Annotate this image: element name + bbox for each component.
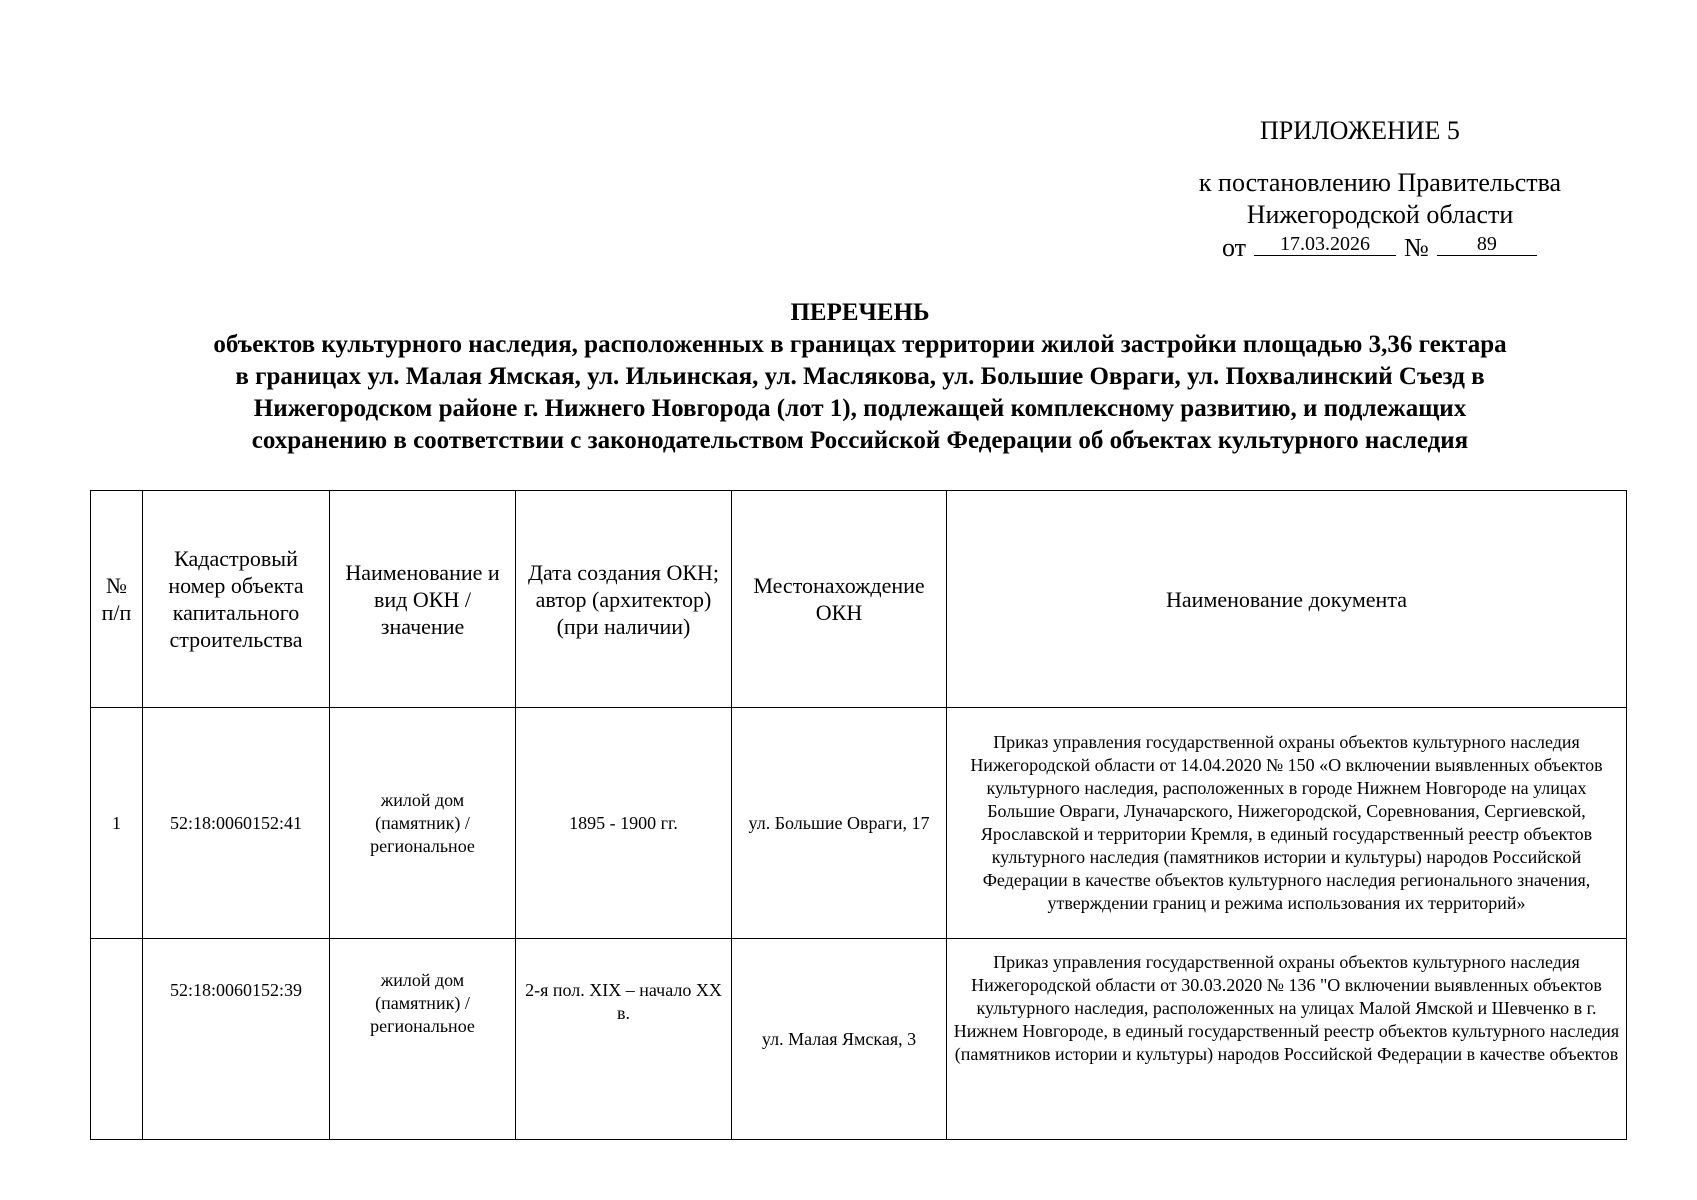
title-line-4: сохранению в соответствии с законодательством Российской Федерации об объектах культурного наследия bbox=[251, 427, 1469, 454]
resolution-number: 89 bbox=[1437, 233, 1537, 256]
cell-location: ул. Большие Овраги, 17 bbox=[732, 708, 947, 939]
header-name: Наименование и вид ОКН / значение bbox=[330, 491, 516, 708]
from-label: от bbox=[1222, 233, 1247, 262]
title-line-3: Нижегородском районе г. Нижнего Новгорода (лот 1), подлежащей комплексному развитию, и подлежащих bbox=[253, 395, 1467, 422]
header-document: Наименование документа bbox=[947, 491, 1627, 708]
table-row bbox=[91, 708, 1627, 939]
appendix-date-line bbox=[1222, 233, 1537, 263]
cell-cadastral: 52:18:0060152:41 bbox=[143, 708, 330, 939]
title-line-1: объектов культурного наследия, расположенных в границах территории жилой застройки площадью 3,36 гектара bbox=[213, 331, 1507, 358]
cell-date: 1895 - 1900 гг. bbox=[516, 708, 732, 939]
cell-document: Приказ управления государственной охраны объектов культурного наследия Нижегородской области от 30.03.2020 № 136 "О включении выявленных объектов культурного наследия, расположенных на улицах Малой Ямской и Шевченко в г. Нижнем Новгороде, в единый государственный реестр объектов культурного наследия (памятников истории и культуры) народов Российской Федерации в качестве объектов bbox=[947, 939, 1627, 1140]
table-header-row bbox=[91, 491, 1627, 708]
document-title bbox=[60, 297, 1660, 457]
appendix-line1: к постановлению Правительства bbox=[1198, 168, 1562, 197]
title-heading: ПЕРЕЧЕНЬ bbox=[790, 299, 930, 326]
cell-number bbox=[91, 939, 143, 1140]
header-location: Местонахождение ОКН bbox=[732, 491, 947, 708]
resolution-date: 17.03.2026 bbox=[1254, 233, 1396, 256]
cell-name: жилой дом (памятник) / региональное bbox=[330, 939, 516, 1140]
header-number: № п/п bbox=[91, 491, 143, 708]
cell-date: 2-я пол. XIX – начало XX в. bbox=[516, 939, 732, 1140]
header-date: Дата создания ОКН; автор (архитектор) (при наличии) bbox=[516, 491, 732, 708]
header-cadastral: Кадастровый номер объекта капитального строительства bbox=[143, 491, 330, 708]
cell-name: жилой дом (памятник) / региональное bbox=[330, 708, 516, 939]
table-row bbox=[91, 939, 1627, 1140]
appendix-line2: Нижегородской области bbox=[1246, 200, 1514, 229]
title-line-2: в границах ул. Малая Ямская, ул. Ильинская, ул. Маслякова, ул. Большие Овраги, ул. Похвалинский Съезд в bbox=[235, 363, 1485, 390]
cell-document: Приказ управления государственной охраны объектов культурного наследия Нижегородской области от 14.04.2020 № 150 «О включении выявленных объектов культурного наследия, расположенных в городе Нижнем Новгороде на улицах Большие Овраги, Луначарского, Нижегородской, Соревнования, Сергиевской, Ярославской и территории Кремля, в единый государственный реестр объектов культурного наследия (памятников истории и культуры) народов Российской Федерации в качестве объектов культурного наследия регионального значения, утверждении границ и режима использования их территорий» bbox=[947, 708, 1627, 939]
number-label: № bbox=[1404, 233, 1429, 262]
cell-cadastral: 52:18:0060152:39 bbox=[143, 939, 330, 1140]
heritage-objects-table bbox=[90, 490, 1627, 1140]
cell-number: 1 bbox=[91, 708, 143, 939]
cell-location: ул. Малая Ямская, 3 bbox=[732, 939, 947, 1140]
appendix-number: ПРИЛОЖЕНИЕ 5 bbox=[1260, 116, 1460, 145]
